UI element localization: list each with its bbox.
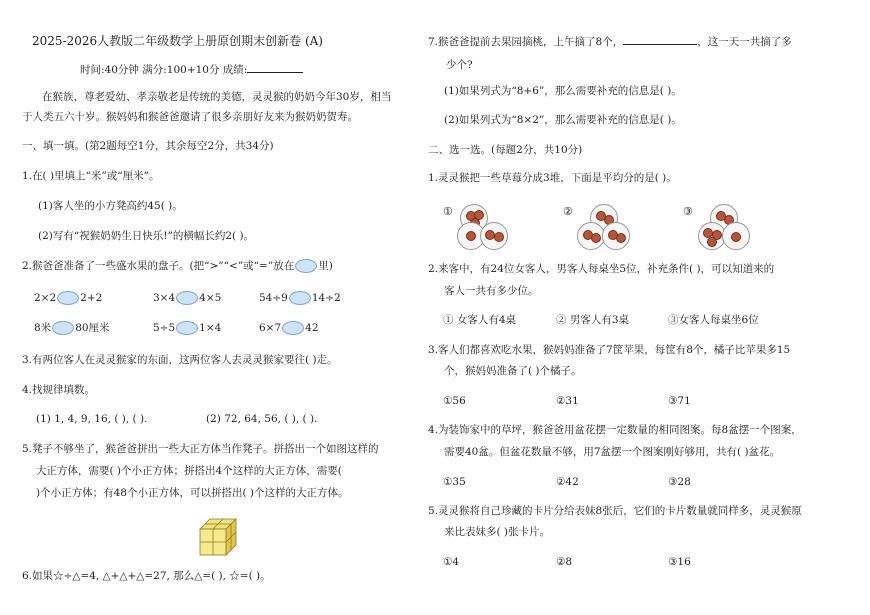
answer-oval[interactable]	[52, 321, 74, 335]
s1-stem: 1.灵灵猴把一些草莓分成3堆，下面是平均分的是( )。	[428, 172, 677, 184]
q7-line-1-text: 7.猴爸爸提前去果园摘桃，上午摘了8个，	[428, 36, 624, 48]
section-2-heading: 二、选一选。(每题2分，共10分)	[428, 144, 583, 156]
q2-item-right: 2+2	[80, 292, 103, 304]
plate-icon	[722, 222, 750, 250]
option-number: ②	[563, 205, 573, 218]
q4-part1: (1) 1, 4, 9, 16, ( ), ( ).	[36, 413, 148, 425]
score-blank	[247, 62, 303, 73]
option-number: ③	[683, 205, 693, 218]
plate-icon	[602, 222, 630, 250]
q2-item-right: 80厘米	[75, 322, 110, 334]
exam-info	[80, 62, 303, 77]
q7-line-1	[428, 34, 792, 49]
s3-option-3[interactable]: ③71	[668, 395, 691, 407]
q2-item	[259, 291, 341, 305]
s5-option-1[interactable]: ①4	[443, 556, 460, 568]
q2-item-right: 1×4	[199, 322, 222, 334]
q4-stem: 4.找规律填数。	[22, 384, 96, 396]
s4-line-1: 4.为装饰家中的草坪，猴爸爸用盆花摆一定数量的相同图案。每8盆摆一个图案，	[428, 424, 802, 436]
s5-option-2[interactable]: ②8	[556, 556, 573, 568]
intro-line-1: 在猴族，尊老爱幼、孝亲敬老是传统的美德，灵灵猴的奶奶今年30岁，相当	[42, 91, 392, 103]
fruit-icon	[591, 233, 601, 243]
q5-line-2: 大正方体，需要( )个小正方体；拼搭出4个这样的大正方体，需要(	[36, 465, 342, 477]
q2-stem	[22, 259, 333, 273]
q6-stem: 6.如果☆÷△=4, △+△+△=27, 那么△=( ), ☆=( )。	[22, 570, 271, 582]
q2-item	[259, 321, 319, 335]
q7-part1: (1)如果列式为“8+6”，那么需要补充的信息是( )。	[444, 85, 682, 97]
q2-item-right: 42	[305, 322, 319, 334]
s5-line-2: 来比表妹多( )张卡片。	[444, 526, 551, 538]
q2-item-left: 2×2	[34, 292, 57, 304]
q7-line-2: 少个?	[446, 59, 473, 71]
answer-oval[interactable]	[57, 291, 79, 305]
compare-oval	[295, 259, 317, 273]
q2-item	[153, 321, 221, 335]
q2-item-right: 14÷2	[311, 292, 341, 304]
fruit-icon	[707, 237, 717, 247]
s2-line-2: 客人一共有多少位。	[444, 285, 539, 297]
q5-line-1: 5.凳子不够坐了，猴爸爸拼出一些大正方体当作凳子。拼搭出一个如图这样的	[22, 443, 379, 455]
s4-option-3[interactable]: ③28	[668, 476, 691, 488]
q2-stem-text: 2.猴爸爸准备了一些盛水果的盘子。(把“>”“<”或“=”放在	[22, 260, 295, 272]
q7-part2: (2)如果列式为“8×2”，那么需要补充的信息是( )。	[444, 114, 682, 126]
answer-oval[interactable]	[176, 321, 198, 335]
q2-item	[153, 291, 221, 305]
q2-item	[34, 321, 110, 335]
s3-option-1[interactable]: ①56	[443, 395, 466, 407]
answer-oval[interactable]	[282, 321, 304, 335]
q2-item-left: 54÷9	[259, 292, 288, 304]
intro-line-2: 于人类五六十岁。猴妈妈和猴爸爸邀请了很多亲朋好友来为猴奶奶贺寿。	[22, 111, 358, 123]
q1-part1: (1)客人坐的小方凳高约45( )。	[38, 200, 183, 212]
q1-part2: (2)写有“祝猴奶奶生日快乐!”的横幅长约2( )。	[38, 230, 255, 242]
s3-line-2: 个，猴妈妈准备了( )个橘子。	[444, 365, 582, 377]
fruit-icon	[494, 232, 504, 242]
section-1-heading: 一、填一填。(第2题每空1分，其余每空2分，共34分)	[22, 140, 274, 152]
cube-figure	[196, 515, 238, 557]
plate-icon	[480, 222, 508, 250]
s4-option-2[interactable]: ②42	[556, 476, 579, 488]
s5-line-1: 5.灵灵猴将自己珍藏的卡片分给表妹8张后，它们的卡片数量就同样多，灵灵猴原	[428, 505, 802, 517]
answer-oval[interactable]	[289, 291, 311, 305]
fruit-icon	[616, 233, 626, 243]
s5-option-3[interactable]: ③16	[668, 556, 691, 568]
s4-line-2: 需要40盆。但盆花数量不够，用7盆摆一个图案刚好够用，共有( )盆花。	[444, 446, 781, 458]
q2-item-left: 3×4	[153, 292, 176, 304]
q2-item-right: 4×5	[199, 292, 222, 304]
answer-oval[interactable]	[176, 291, 198, 305]
plate-icon	[577, 222, 605, 250]
q2-item-left: 8米	[34, 322, 52, 334]
fruit-icon	[731, 232, 741, 242]
fruit-icon	[466, 231, 476, 241]
q1-stem: 1.在( )里填上“米”或“厘米”。	[22, 170, 160, 182]
q2-item	[34, 291, 102, 305]
s2-option-2[interactable]: ② 男客人有3桌	[556, 314, 630, 326]
q3-stem: 3.有两位客人在灵灵猴家的东面，这两位客人去灵灵猴家要往( )走。	[22, 354, 338, 366]
s2-option-1[interactable]: ① 女客人有4桌	[443, 314, 517, 326]
s2-option-3[interactable]: ③女客人每桌坐6位	[668, 314, 759, 326]
q7-blank[interactable]	[623, 34, 697, 45]
option-number: ①	[443, 205, 453, 218]
q4-part2: (2) 72, 64, 56, ( ), ( ).	[206, 413, 318, 425]
q7-line-1-end: ，这一天一共摘了多	[697, 36, 792, 48]
q2-item-left: 5÷5	[153, 322, 176, 334]
s2-line-1: 2.来客中，有24位女客人，男客人每桌坐5位，补充条件( )，可以知道来的	[428, 263, 775, 275]
q2-item-left: 6×7	[259, 322, 282, 334]
exam-info-text: 时间:40分钟 满分:100+10分 成绩:	[80, 64, 248, 76]
s4-option-1[interactable]: ①35	[443, 476, 466, 488]
s3-option-2[interactable]: ②31	[556, 395, 579, 407]
s3-line-1: 3.客人们都喜欢吃水果，猴妈妈准备了7筐苹果，每筐有8个，橘子比苹果多15	[428, 344, 791, 356]
q5-line-3: )个小正方体；有48个小正方体，可以拼搭出( )个这样的大正方体。	[36, 487, 349, 499]
page-title: 2025-2026人教版二年级数学上册原创期末创新卷 (A)	[32, 34, 323, 48]
q2-stem-end: 里)	[318, 260, 333, 272]
